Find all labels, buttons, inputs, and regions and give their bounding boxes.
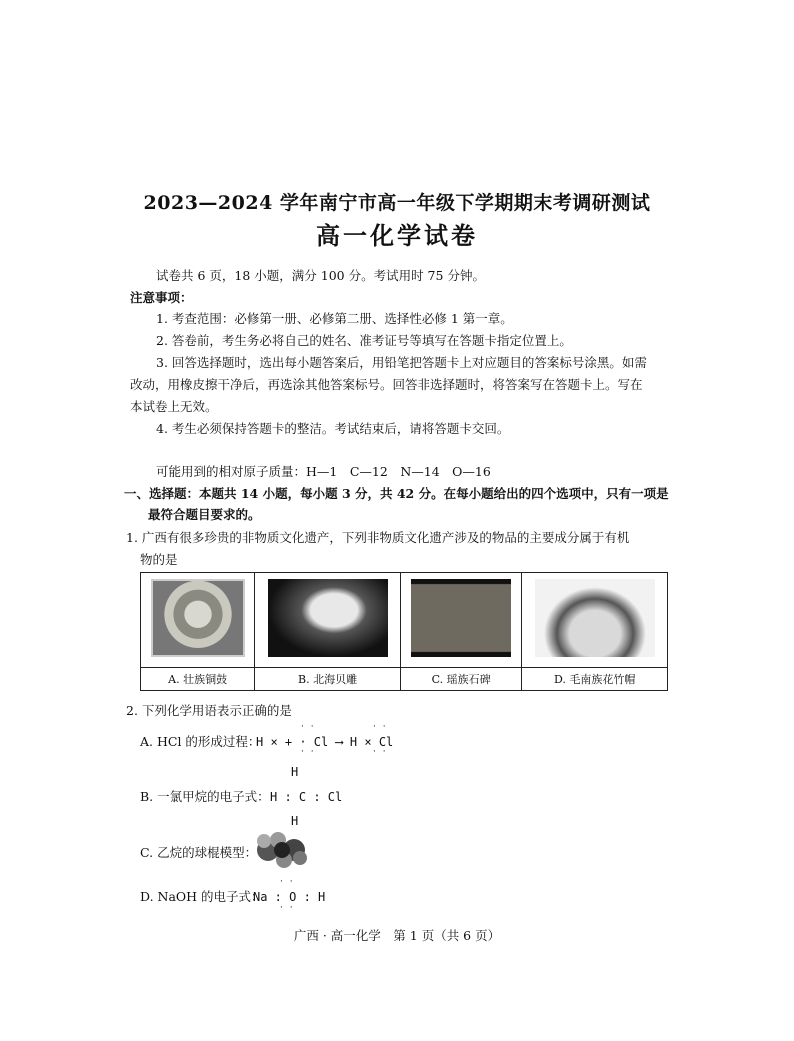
question-1-stem-cont: 物的是 — [140, 552, 178, 567]
bronze-drum-image — [151, 579, 245, 657]
methyl-chloride-top-h: H — [291, 765, 299, 779]
exam-subtitle: 高一化学试卷 — [316, 221, 478, 250]
option-a-label: A. HCl 的形成过程： — [140, 734, 261, 749]
electron-dots: · · — [280, 903, 295, 913]
option-c-label: C. 瑶族石碑 — [400, 668, 522, 691]
stone-tablet-image — [411, 579, 511, 657]
option-a-label: A. 壮族铜鼓 — [141, 668, 255, 691]
hcl-formation-formula: H × + · Cl ⟶ H × Cl — [256, 735, 394, 749]
ethane-ball-stick-model — [254, 830, 310, 870]
option-b-label: B. 北海贝雕 — [255, 668, 401, 691]
naoh-formula: Na : O : H — [253, 890, 326, 904]
option-b-label: B. 一氯甲烷的电子式： — [140, 789, 270, 804]
electron-dots: · · — [373, 722, 388, 732]
section-heading-cont: 最符合题目要求的。 — [148, 507, 261, 522]
electron-dots: · · — [301, 747, 316, 757]
electron-dots: · · — [301, 722, 316, 732]
question-1-options-table — [140, 572, 668, 691]
page-footer: 广西 · 高一化学 第 1 页（共 6 页） — [293, 928, 501, 943]
note-item: 改动，用橡皮擦干净后，再选涂其他答案标号。回答非选择题时，将答案写在答题卡上。写在 — [130, 377, 643, 392]
option-a-image — [141, 573, 255, 668]
electron-dots: · · — [373, 747, 388, 757]
question-1-stem: 1. 广西有很多珍贵的非物质文化遗产，下列非物质文化遗产涉及的物品的主要成分属于有机 — [126, 530, 630, 545]
atomic-masses: 可能用到的相对原子质量：H—1 C—12 N—14 O—16 — [156, 464, 491, 479]
methyl-chloride-formula: H : C : Cl — [270, 790, 343, 804]
option-b-image — [255, 573, 401, 668]
exam-title: 2023—2024 学年南宁市高一年级下学期期末考调研测试 — [143, 192, 651, 214]
bamboo-hat-image — [535, 579, 655, 657]
shell-carving-image — [268, 579, 388, 657]
option-d-image — [522, 573, 668, 668]
section-heading: 一、选择题：本题共 14 小题，每小题 3 分，共 42 分。在每小题给出的四个选项中，只有一项是 — [124, 486, 669, 501]
note-item: 3. 回答选择题时，选出每小题答案后，用铅笔把答题卡上对应题目的答案标号涂黑。如需 — [156, 355, 647, 370]
intro-text: 试卷共 6 页，18 小题，满分 100 分。考试用时 75 分钟。 — [156, 268, 485, 283]
note-item: 4. 考生必须保持答题卡的整洁。考试结束后，请将答题卡交回。 — [156, 421, 510, 436]
note-item: 1. 考查范围：必修第一册、必修第二册、选择性必修 1 第一章。 — [156, 311, 513, 326]
option-c-label: C. 乙烷的球棍模型： — [140, 845, 258, 860]
option-d-label: D. NaOH 的电子式： — [140, 889, 264, 904]
option-c-image — [400, 573, 522, 668]
methyl-chloride-bottom-h: H — [291, 814, 299, 828]
notes-heading: 注意事项： — [130, 290, 193, 305]
note-item: 2. 答卷前，考生务必将自己的姓名、准考证号等填写在答题卡指定位置上。 — [156, 333, 572, 348]
note-item: 本试卷上无效。 — [130, 399, 218, 414]
electron-dots: · · — [280, 877, 295, 887]
option-d-label: D. 毛南族花竹帽 — [522, 668, 668, 691]
question-2-stem: 2. 下列化学用语表示正确的是 — [126, 703, 292, 718]
